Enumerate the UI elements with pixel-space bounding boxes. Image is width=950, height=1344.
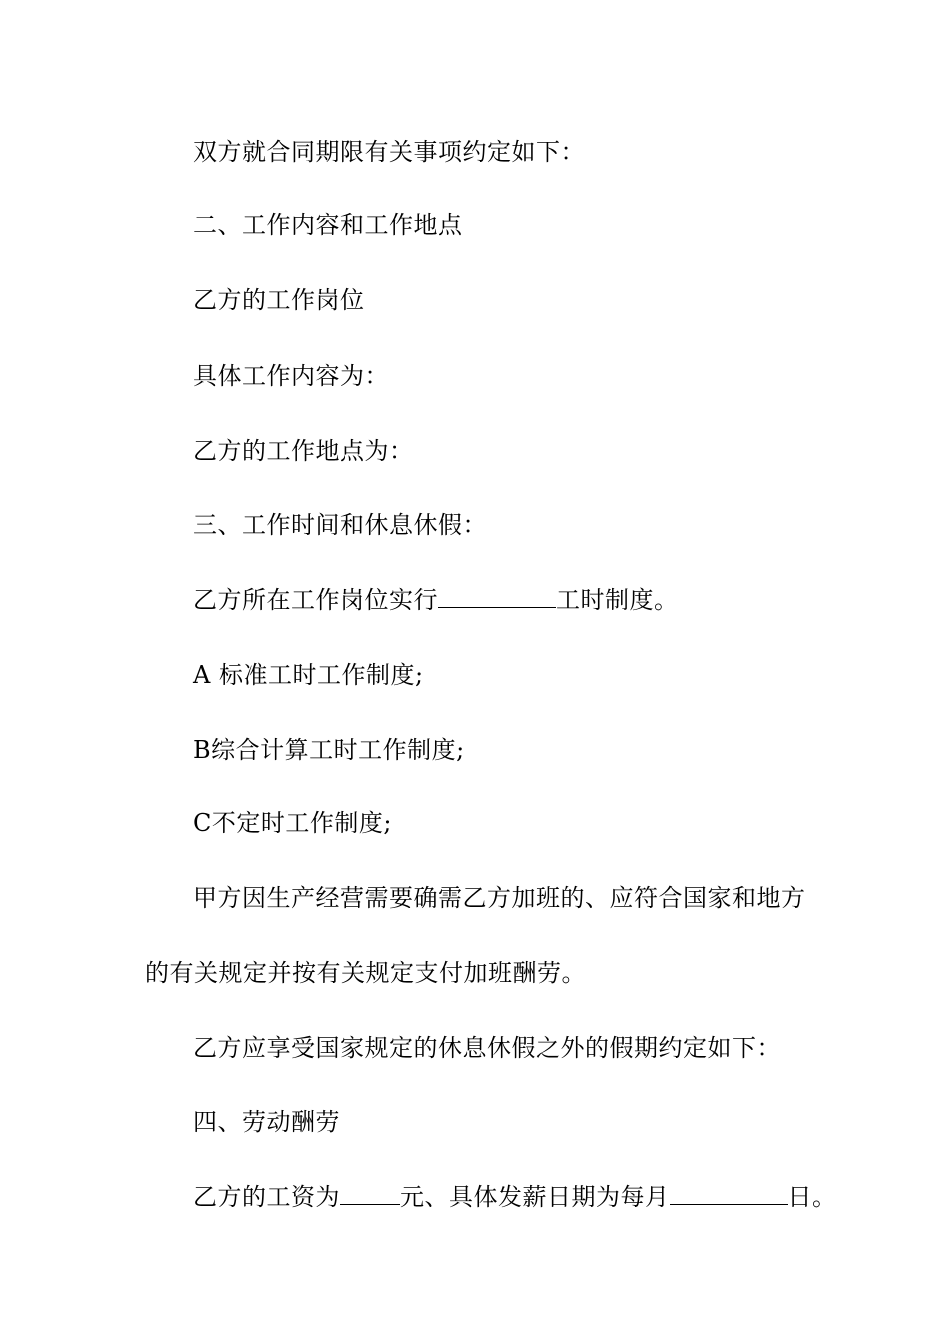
text-segment: 乙方的工资为	[193, 1183, 340, 1211]
paragraph-salary	[193, 1182, 837, 1212]
section-heading-remuneration: 四、劳动酬劳	[193, 1108, 340, 1136]
fill-in-blank	[340, 1182, 400, 1205]
paragraph-work-content: 具体工作内容为：	[193, 362, 389, 390]
paragraph-contract-term: 双方就合同期限有关事项约定如下：	[193, 138, 585, 166]
option-b: B综合计算工时工作制度;	[193, 736, 465, 764]
text-segment: 乙方所在工作岗位实行	[193, 586, 438, 614]
section-heading-work-hours: 三、工作时间和休息休假：	[193, 511, 487, 539]
paragraph-extra-leave: 乙方应享受国家规定的休息休假之外的假期约定如下：	[193, 1034, 781, 1062]
paragraph-work-location: 乙方的工作地点为：	[193, 437, 414, 465]
fill-in-blank	[670, 1182, 788, 1205]
section-heading-work-content: 二、工作内容和工作地点	[193, 211, 463, 239]
text-segment: 工时制度。	[556, 586, 679, 614]
paragraph-overtime: 甲方因生产经营需要确需乙方加班的、应符合国家和地方	[193, 884, 806, 912]
text-segment: 元、具体发薪日期为每月	[400, 1183, 670, 1211]
paragraph-overtime-continued: 的有关规定并按有关规定支付加班酬劳。	[145, 959, 586, 987]
option-a: A 标准工时工作制度;	[193, 661, 424, 689]
paragraph-working-hours-system	[193, 585, 679, 615]
fill-in-blank	[438, 585, 556, 608]
paragraph-work-position: 乙方的工作岗位	[193, 286, 365, 314]
text-segment: 日。	[787, 1183, 837, 1211]
option-c: C不定时工作制度;	[193, 809, 392, 837]
